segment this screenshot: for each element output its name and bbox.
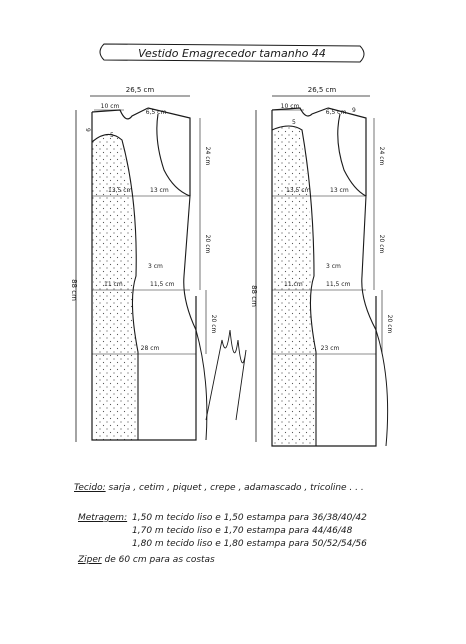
hip-curve [196,330,207,440]
armhole-label: 24 cm [204,146,211,166]
yardage-sizes: 50/52/54/56 [311,539,367,549]
shoulder-armhole [325,108,366,196]
page-title: Vestido Emagrecedor tamanho 44 [138,47,326,60]
pattern-right [250,86,393,446]
yardage-label-row [78,513,127,523]
yardage-label: Metragem: [78,513,128,523]
zipper-row [78,555,215,565]
signature-mark [206,330,246,420]
waist-curve-label: 3 cm [148,263,163,270]
shoulder-armhole [145,108,190,196]
yardage-sizes: 44/46/48 [311,526,353,536]
waist-front-label: 11,5 cm [150,281,175,288]
neck-depth-label: 5 [292,119,296,126]
chest-back-label: 13,5 cm [108,187,133,194]
hip-label: 28 cm [140,345,160,352]
yardage-amount: 1,70 m [132,526,164,536]
neck-width-label: 10 cm [280,103,300,110]
chest-front-label: 13 cm [150,187,169,194]
shoulder-label: 6,5 cm [325,109,347,116]
fabric-text: sarja , cetim , piquet , crepe , adamascado , tricoline . . . [108,483,364,493]
hip-height-label: 20 cm [210,314,217,334]
length-label: 88 cm [250,285,258,307]
width-label: 26,5 cm [307,86,337,94]
hip-height-label: 20 cm [386,314,393,334]
yardage-amount: 1,80 m [132,539,164,549]
armhole-label: 24 cm [378,146,385,166]
yardage-amount: 1,50 m [132,513,164,523]
width-label: 26,5 cm [125,86,155,94]
waist-curve-label: 3 cm [326,263,341,270]
fabric-row [74,483,364,493]
length-label: 88 cm [70,279,78,301]
zipper-text: de 60 cm para as costas [104,555,215,565]
title-banner [100,44,364,62]
waist-height-label: 20 cm [204,234,211,254]
front-seam [338,114,376,330]
yardage-row [132,526,352,536]
neck-depth-label: 5 [110,132,114,139]
shoulder-label: 6,5 cm [145,109,167,116]
hip-label: 23 cm [320,345,340,352]
yardage-row [132,513,367,523]
yardage-sizes: 36/38/40/42 [311,513,367,523]
chest-back-label: 13,5 cm [286,187,311,194]
neck-drop-label: 9 [352,107,356,114]
yardage-text: tecido liso e 1,80 estampa para [166,539,310,549]
yardage-text: tecido liso e 1,70 estampa para [166,526,310,536]
yardage-row [132,539,367,549]
chest-front-label: 13 cm [330,187,349,194]
waist-back-label: 11 cm [104,281,123,288]
zipper-label: Ziper [78,555,102,565]
waist-height-label: 20 cm [378,234,385,254]
waist-back-label: 11 cm [284,281,303,288]
yardage-text: tecido liso e 1,50 estampa para [166,513,310,523]
fabric-label: Tecido: [74,483,106,493]
neck-drop-label: 9 [84,128,91,132]
waist-front-label: 11,5 cm [326,281,351,288]
neck-width-label: 10 cm [100,103,120,110]
pattern-left [70,86,217,442]
